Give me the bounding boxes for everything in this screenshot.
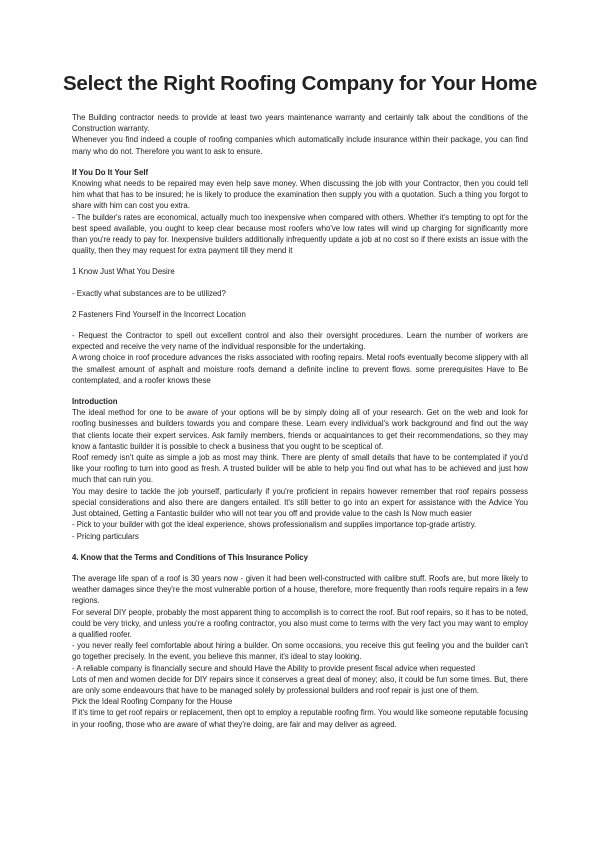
- list-item: - Pricing particulars: [72, 531, 139, 541]
- section-heading: If You Do It Your Self: [72, 167, 149, 177]
- paragraph: Lots of men and women decide for DIY repairs since it conserves a great deal of money; also, it could be fun some times. But, there are only some endeavours that have to be managed solely by professional builders and roof repair is just one of them.: [72, 674, 528, 695]
- paragraph: For several DIY people, probably the most apparent thing to accomplish is to correct the roof. But roof repairs, so it has to be noted, could be very tricky, and unless you're a roofing contractor, you also must come to terms with the very fact you may want to employ a qualified roofer.: [72, 607, 528, 639]
- paragraph: Knowing what needs to be repaired may even help save money. When discussing the job with your Contractor, then you could tell him what that has to be insured; he is likely to produce the examination then supply you with a quotation. Such a thing you forgot to share with him can cost you extra.: [72, 179, 528, 211]
- document-body: [72, 112, 528, 730]
- paragraph: The average life span of a roof is 30 years now - given it had been well-constructed with calibre stuff. Roofs are, but more likely to weather damages since they're the most vulnerable portion of a house, therefore, more frequently than roofs require repairs in a few regions.: [72, 573, 528, 606]
- list-heading: 2 Fasteners Find Yourself in the Incorrect Location: [72, 309, 246, 319]
- paragraph: You may desire to tackle the job yourself, particularly if you're proficient in repairs however remember that roof repairs possess special considerations and also there are dangers entailed. It's still better to go into an expert for assistance with the Advice You Just obtained, Getting a Fantastic builder who will not tear you off and provide value to the cash Is Now much easier: [72, 486, 528, 519]
- paragraph: A wrong choice in roof procedure advances the risks associated with roofing repairs. Metal roofs eventually become slippery with all the smallest amount of asphalt and moisture roofs demand a definite incline to prevent flows. some prerequisites Have to Be contemplated, and a roofer knows these: [72, 353, 528, 385]
- section-heading: Introduction: [72, 397, 118, 407]
- paragraph: Pick the Ideal Roofing Company for the House: [72, 697, 233, 707]
- list-heading: 1 Know Just What You Desire: [72, 267, 175, 277]
- page-title: Select the Right Roofing Company for Your Home: [62, 72, 538, 95]
- paragraph: - The builder's rates are economical, actually much too inexpensive when compared with others. Whether it's tempting to opt for the best speed available, you ought to keep clear because most roofers who've low rates will wind up charging for significantly more than you're ready to pay for. Inexpensive builders additionally infrequently update a job at no cost so if there exists an issue with the quality, then they may request for extra payment till they mend it: [72, 212, 528, 256]
- paragraph: The Building contractor needs to provide at least two years maintenance warranty and certainly talk about the conditions of the Construction warranty.: [72, 113, 528, 134]
- paragraph: - Request the Contractor to spell out excellent control and also their oversight procedures. Learn the number of workers are expected and receive the very name of the individual responsible for the undertaking.: [72, 331, 528, 352]
- paragraph: Roof remedy isn't quite as simple a job as most may think. There are plenty of small details that have to be contemplated if you'd like your roofing to turn into good as fresh. A trusted builder will be able to help you find out what has to be achieved and just how much that can ruin you.: [72, 453, 528, 485]
- paragraph: If it's time to get roof repairs or replacement, then opt to employ a reputable roofing firm. You would like someone reputable focusing in your roofing, those who are aware of what they're doing, are fair and may deliver as agreed.: [72, 708, 528, 729]
- paragraph: The ideal method for one to be aware of your options will be by simply doing all of your research. Get on the web and look for roofing businesses and builders towards you and compare these. Learn every individual's work background and find out the way that clients locate their expert services. Ask family members, friends or acquaintances to get their recommendations, so they may know a fantastic builder it is possible to check a business that you ought to be sceptical of.: [72, 408, 528, 451]
- list-item: - A reliable company is financially secure and should Have the Ability to provide present fiscal advice when requested: [72, 663, 476, 673]
- list-item: - you never really feel comfortable about hiring a builder. On some occasions, you receive this gut feeling you and the builder can't go together precisely. In the event, you believe this manner, it's ideal to stay looking.: [72, 641, 528, 662]
- list-item: - Exactly what substances are to be utilized?: [72, 288, 226, 298]
- list-item: - Pick to your builder with got the ideal experience, shows professionalism and supplies importance top-grade artistry.: [72, 520, 477, 530]
- paragraph: Whenever you find indeed a couple of roofing companies which automatically include insurance within their package, you can find many who do not. Therefore you want to ask to ensure.: [72, 135, 528, 156]
- section-heading: 4. Know that the Terms and Conditions of This Insurance Policy: [72, 552, 308, 562]
